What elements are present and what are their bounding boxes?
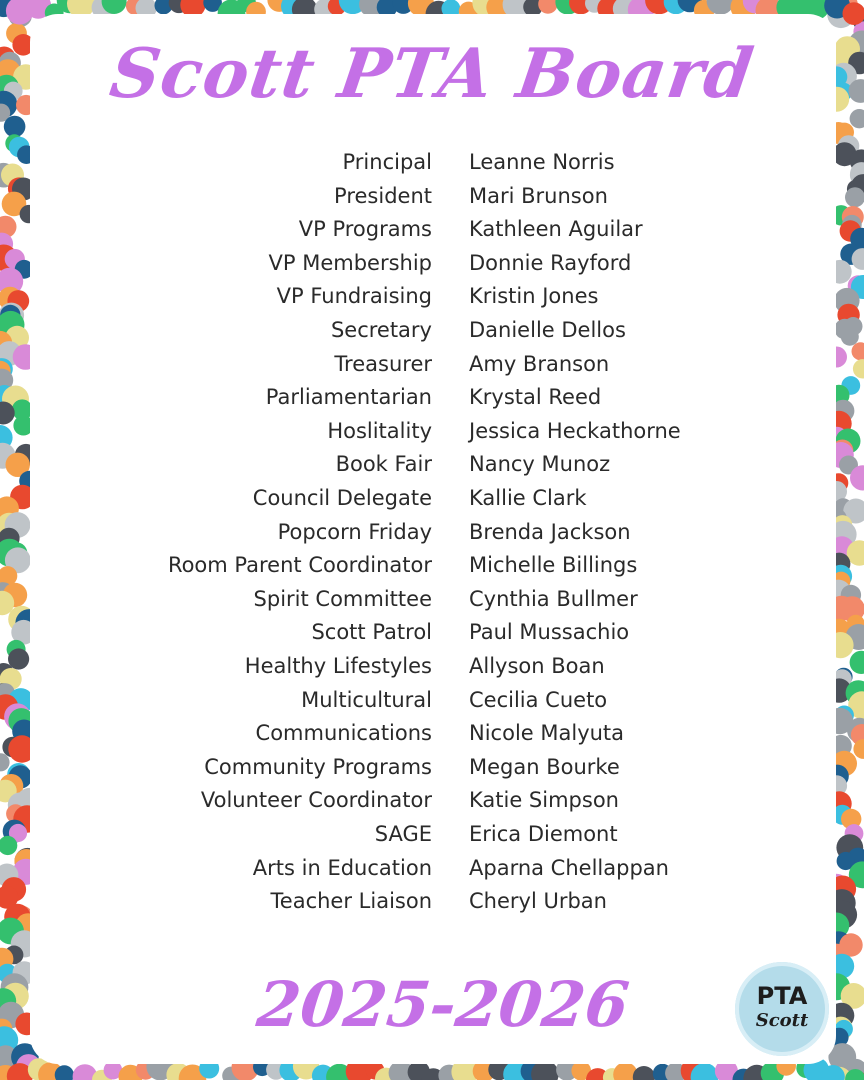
board-role: Treasurer bbox=[334, 351, 432, 376]
board-member-name: Aparna Chellappan bbox=[469, 855, 669, 880]
board-role: Room Parent Coordinator bbox=[167, 553, 432, 578]
board-member-name: Nicole Malyuta bbox=[469, 721, 625, 746]
board-row bbox=[0, 251, 864, 284]
board-row bbox=[0, 385, 864, 418]
board-row bbox=[0, 822, 864, 855]
board-row bbox=[0, 352, 864, 385]
board-role: Hoslitality bbox=[327, 418, 432, 443]
board-member-name: Amy Branson bbox=[469, 351, 610, 376]
board-role: VP Fundraising bbox=[276, 284, 432, 309]
board-row bbox=[0, 150, 864, 183]
board-member-name: Kallie Clark bbox=[469, 486, 587, 510]
board-role: VP Membership bbox=[268, 250, 432, 275]
poster-title: Scott PTA Board bbox=[105, 34, 759, 114]
logo-pta-text: PTA bbox=[756, 982, 808, 1010]
board-member-name: Cecilia Cueto bbox=[469, 687, 608, 712]
board-member-name: Megan Bourke bbox=[469, 754, 620, 779]
board-role: Principal bbox=[342, 150, 432, 174]
board-role: Secretary bbox=[330, 318, 432, 342]
board-role: Spirit Committee bbox=[253, 586, 432, 611]
board-role: VP Programs bbox=[298, 217, 432, 242]
board-role: Arts in Education bbox=[252, 855, 432, 880]
board-row bbox=[0, 587, 864, 620]
board-role: Volunteer Coordinator bbox=[200, 788, 432, 813]
logo-scott-text: Scott bbox=[755, 1010, 809, 1031]
board-member-name: Allyson Boan bbox=[469, 654, 605, 678]
board-role: Healthy Lifestyles bbox=[244, 654, 432, 678]
board-role: Scott Patrol bbox=[311, 620, 432, 645]
board-role: Book Fair bbox=[335, 452, 432, 477]
school-year: 2025-2026 bbox=[253, 968, 633, 1041]
board-role: Communications bbox=[255, 721, 432, 746]
confetti-dot bbox=[4, 116, 26, 138]
board-role: President bbox=[334, 183, 432, 208]
board-role: Parliamentarian bbox=[265, 385, 432, 410]
board-member-name: Donnie Rayford bbox=[469, 250, 632, 275]
board-row bbox=[0, 620, 864, 653]
pta-scott-logo bbox=[735, 962, 829, 1056]
board-member-name: Katie Simpson bbox=[469, 788, 619, 813]
board-row bbox=[0, 284, 864, 317]
board-member-name: Jessica Heckathorne bbox=[469, 418, 681, 443]
board-member-name: Michelle Billings bbox=[469, 553, 638, 578]
board-role: Teacher Liaison bbox=[270, 889, 432, 914]
board-row bbox=[0, 419, 864, 452]
board-role: Community Programs bbox=[204, 754, 432, 779]
board-role: SAGE bbox=[374, 822, 432, 846]
board-row bbox=[0, 520, 864, 553]
board-member-name: Krystal Reed bbox=[469, 385, 602, 410]
board-member-name: Nancy Munoz bbox=[469, 452, 611, 477]
board-row bbox=[0, 452, 864, 485]
board-member-name: Kristin Jones bbox=[469, 284, 599, 309]
board-role: Popcorn Friday bbox=[277, 519, 432, 544]
board-row bbox=[0, 856, 864, 889]
board-member-name: Cheryl Urban bbox=[469, 889, 607, 914]
board-row bbox=[0, 755, 864, 788]
board-member-name: Danielle Dellos bbox=[469, 318, 626, 342]
board-member-name: Brenda Jackson bbox=[469, 519, 631, 544]
confetti-dot bbox=[633, 1066, 655, 1080]
board-member-name: Mari Brunson bbox=[469, 183, 608, 208]
board-row bbox=[0, 184, 864, 217]
board-row bbox=[0, 318, 864, 351]
board-row bbox=[0, 217, 864, 250]
board-member-name: Paul Mussachio bbox=[469, 620, 630, 645]
board-row bbox=[0, 553, 864, 586]
board-row bbox=[0, 688, 864, 721]
board-row bbox=[0, 721, 864, 754]
board-row bbox=[0, 654, 864, 687]
board-member-name: Kathleen Aguilar bbox=[469, 217, 643, 242]
board-row bbox=[0, 486, 864, 519]
board-row bbox=[0, 788, 864, 821]
board-member-name: Leanne Norris bbox=[469, 150, 615, 174]
board-role: Multicultural bbox=[301, 687, 432, 712]
board-member-name: Erica Diemont bbox=[469, 822, 618, 846]
board-member-name: Cynthia Bullmer bbox=[469, 586, 638, 611]
board-row bbox=[0, 889, 864, 922]
board-role: Council Delegate bbox=[252, 486, 432, 510]
